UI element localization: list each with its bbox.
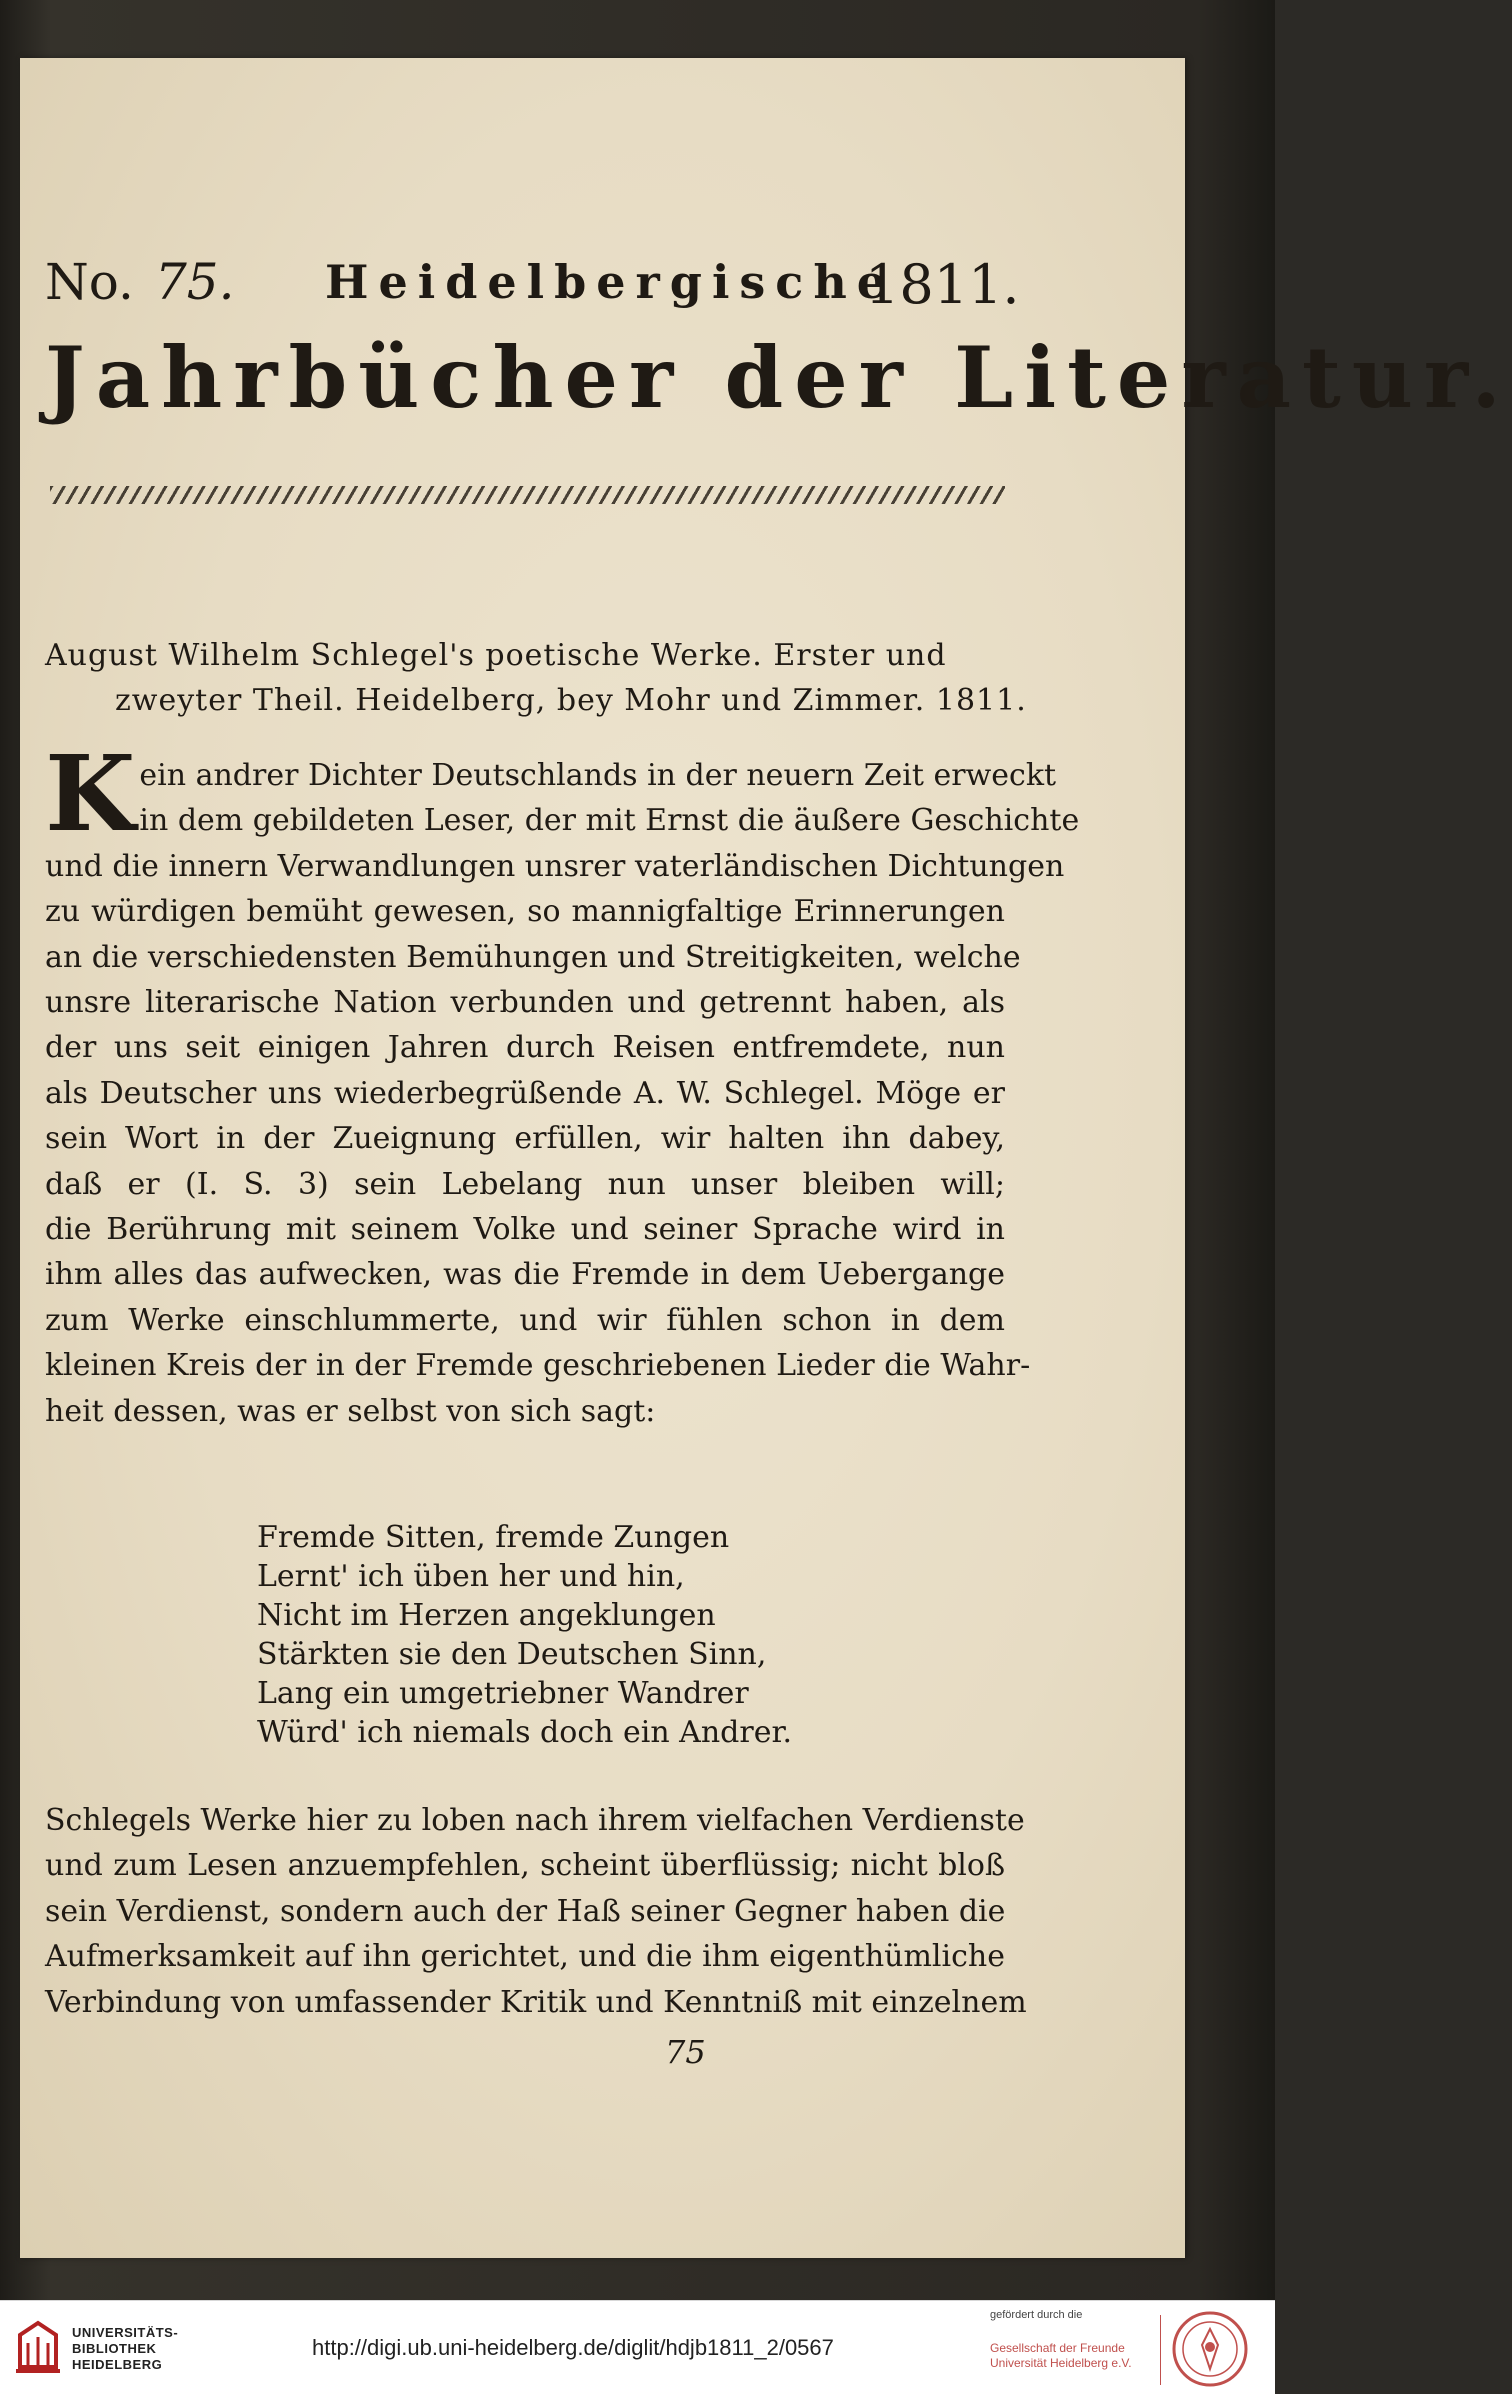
permalink-url[interactable]: http://digi.ub.uni-heidelberg.de/diglit/hdjb1811_2/0567 xyxy=(312,2335,834,2360)
library-name-line: HEIDELBERG xyxy=(72,2357,163,2372)
text-line: kleinen Kreis der in der Fremde geschriebenen Lieder die Wahr- xyxy=(45,1348,1031,1384)
verse-line: Fremde Sitten, fremde Zungen xyxy=(257,1520,730,1555)
university-seal-icon xyxy=(1170,2309,1250,2389)
issue-number: 75. xyxy=(155,253,235,311)
text-line: als Deutscher uns wiederbegrüßende A. W. Schlegel. Möge er xyxy=(45,1075,1005,1111)
text-line: ihm alles das aufwecken, was die Fremde in dem Uebergange xyxy=(45,1257,1005,1293)
poem-quote xyxy=(257,1518,817,1752)
text-line: der uns seit einigen Jahren durch Reisen entfremdete, nun xyxy=(45,1030,1005,1066)
text-line: sein Wort in der Zueignung erfüllen, wir halten ihn dabey, xyxy=(45,1121,1005,1157)
library-name xyxy=(72,2325,178,2373)
paragraph-1 xyxy=(45,732,1080,1434)
text-line: daß er (I. S. 3) sein Lebelang nun unser bleiben will; xyxy=(45,1166,1005,1202)
sponsor-intro: gefördert durch die xyxy=(990,2309,1083,2321)
text-line: Verbindung von umfassender Kritik und Kenntniß mit einzelnem xyxy=(45,1984,1027,2020)
library-name-line: BIBLIOTHEK xyxy=(72,2341,157,2356)
drop-cap: K xyxy=(45,732,136,855)
text-line: die Berührung mit seinem Volke und seiner Sprache wird in xyxy=(45,1212,1005,1248)
sponsor-name-line: Universität Heidelberg e.V. xyxy=(990,2356,1132,2370)
text-line: an die verschiedensten Bemühungen und Streitigkeiten, welche xyxy=(45,939,1021,975)
page-number: 75 xyxy=(665,2033,706,2071)
publication-year: 1811. xyxy=(865,253,1020,316)
decorative-rule xyxy=(50,486,1005,504)
journal-header xyxy=(45,233,1020,333)
verse-line: Lernt' ich üben her und hin, xyxy=(257,1559,685,1594)
text-line: Aufmerksamkeit auf ihn gerichtet, und die ihm eigenthümliche xyxy=(45,1939,1005,1975)
text-line: zu würdigen bemüht gewesen, so mannigfaltige Erinnerungen xyxy=(45,894,1005,930)
citation-line: zweyter Theil. Heidelberg, bey Mohr und Zimmer. 1811. xyxy=(115,683,1027,718)
text-line: heit dessen, was er selbst von sich sagt: xyxy=(45,1393,656,1429)
issue-number-label: No. xyxy=(45,253,134,311)
text-line: in dem gebildeten Leser, der mit Ernst die äußere Geschichte xyxy=(139,803,1080,839)
verse-line: Lang ein umgetriebner Wandrer xyxy=(257,1676,749,1711)
text-line: Schlegels Werke hier zu loben nach ihrem vielfachen Verdienste xyxy=(45,1803,1025,1838)
verse-line: Stärkten sie den Deutschen Sinn, xyxy=(257,1637,767,1672)
sponsor-name xyxy=(990,2341,1132,2371)
journal-title: Jahrbücher der Literatur. xyxy=(45,328,1512,427)
verse-line: Würd' ich niemals doch ein Andrer. xyxy=(257,1715,793,1750)
university-library-logo-icon xyxy=(14,2317,62,2377)
text-line: ein andrer Dichter Deutschlands in der neuern Zeit erweckt xyxy=(139,758,1057,793)
library-name-line: UNIVERSITÄTS- xyxy=(72,2325,179,2340)
verse-line: Nicht im Herzen angeklungen xyxy=(257,1598,716,1633)
paragraph-2 xyxy=(45,1798,1027,2025)
sponsor-divider xyxy=(1160,2315,1161,2385)
text-line: unsre literarische Nation verbunden und getrennt haben, als xyxy=(45,985,1005,1021)
review-citation xyxy=(45,633,1027,723)
journal-name-word: Heidelbergische xyxy=(325,255,897,309)
book-page xyxy=(20,58,1512,2258)
sponsor-name-line: Gesellschaft der Freunde xyxy=(990,2341,1125,2355)
citation-line: August Wilhelm Schlegel's poetische Werke. Erster und xyxy=(45,638,947,673)
text-line: und die innern Verwandlungen unsrer vaterländischen Dichtungen xyxy=(45,848,1065,884)
text-line: sein Verdienst, sondern auch der Haß seiner Gegner haben die xyxy=(45,1893,1006,1929)
text-line: und zum Lesen anzuempfehlen, scheint überflüssig; nicht bloß xyxy=(45,1848,1005,1884)
digitization-footer xyxy=(0,2300,1275,2394)
text-line: zum Werke einschlummerte, und wir fühlen schon in dem xyxy=(45,1302,1005,1338)
